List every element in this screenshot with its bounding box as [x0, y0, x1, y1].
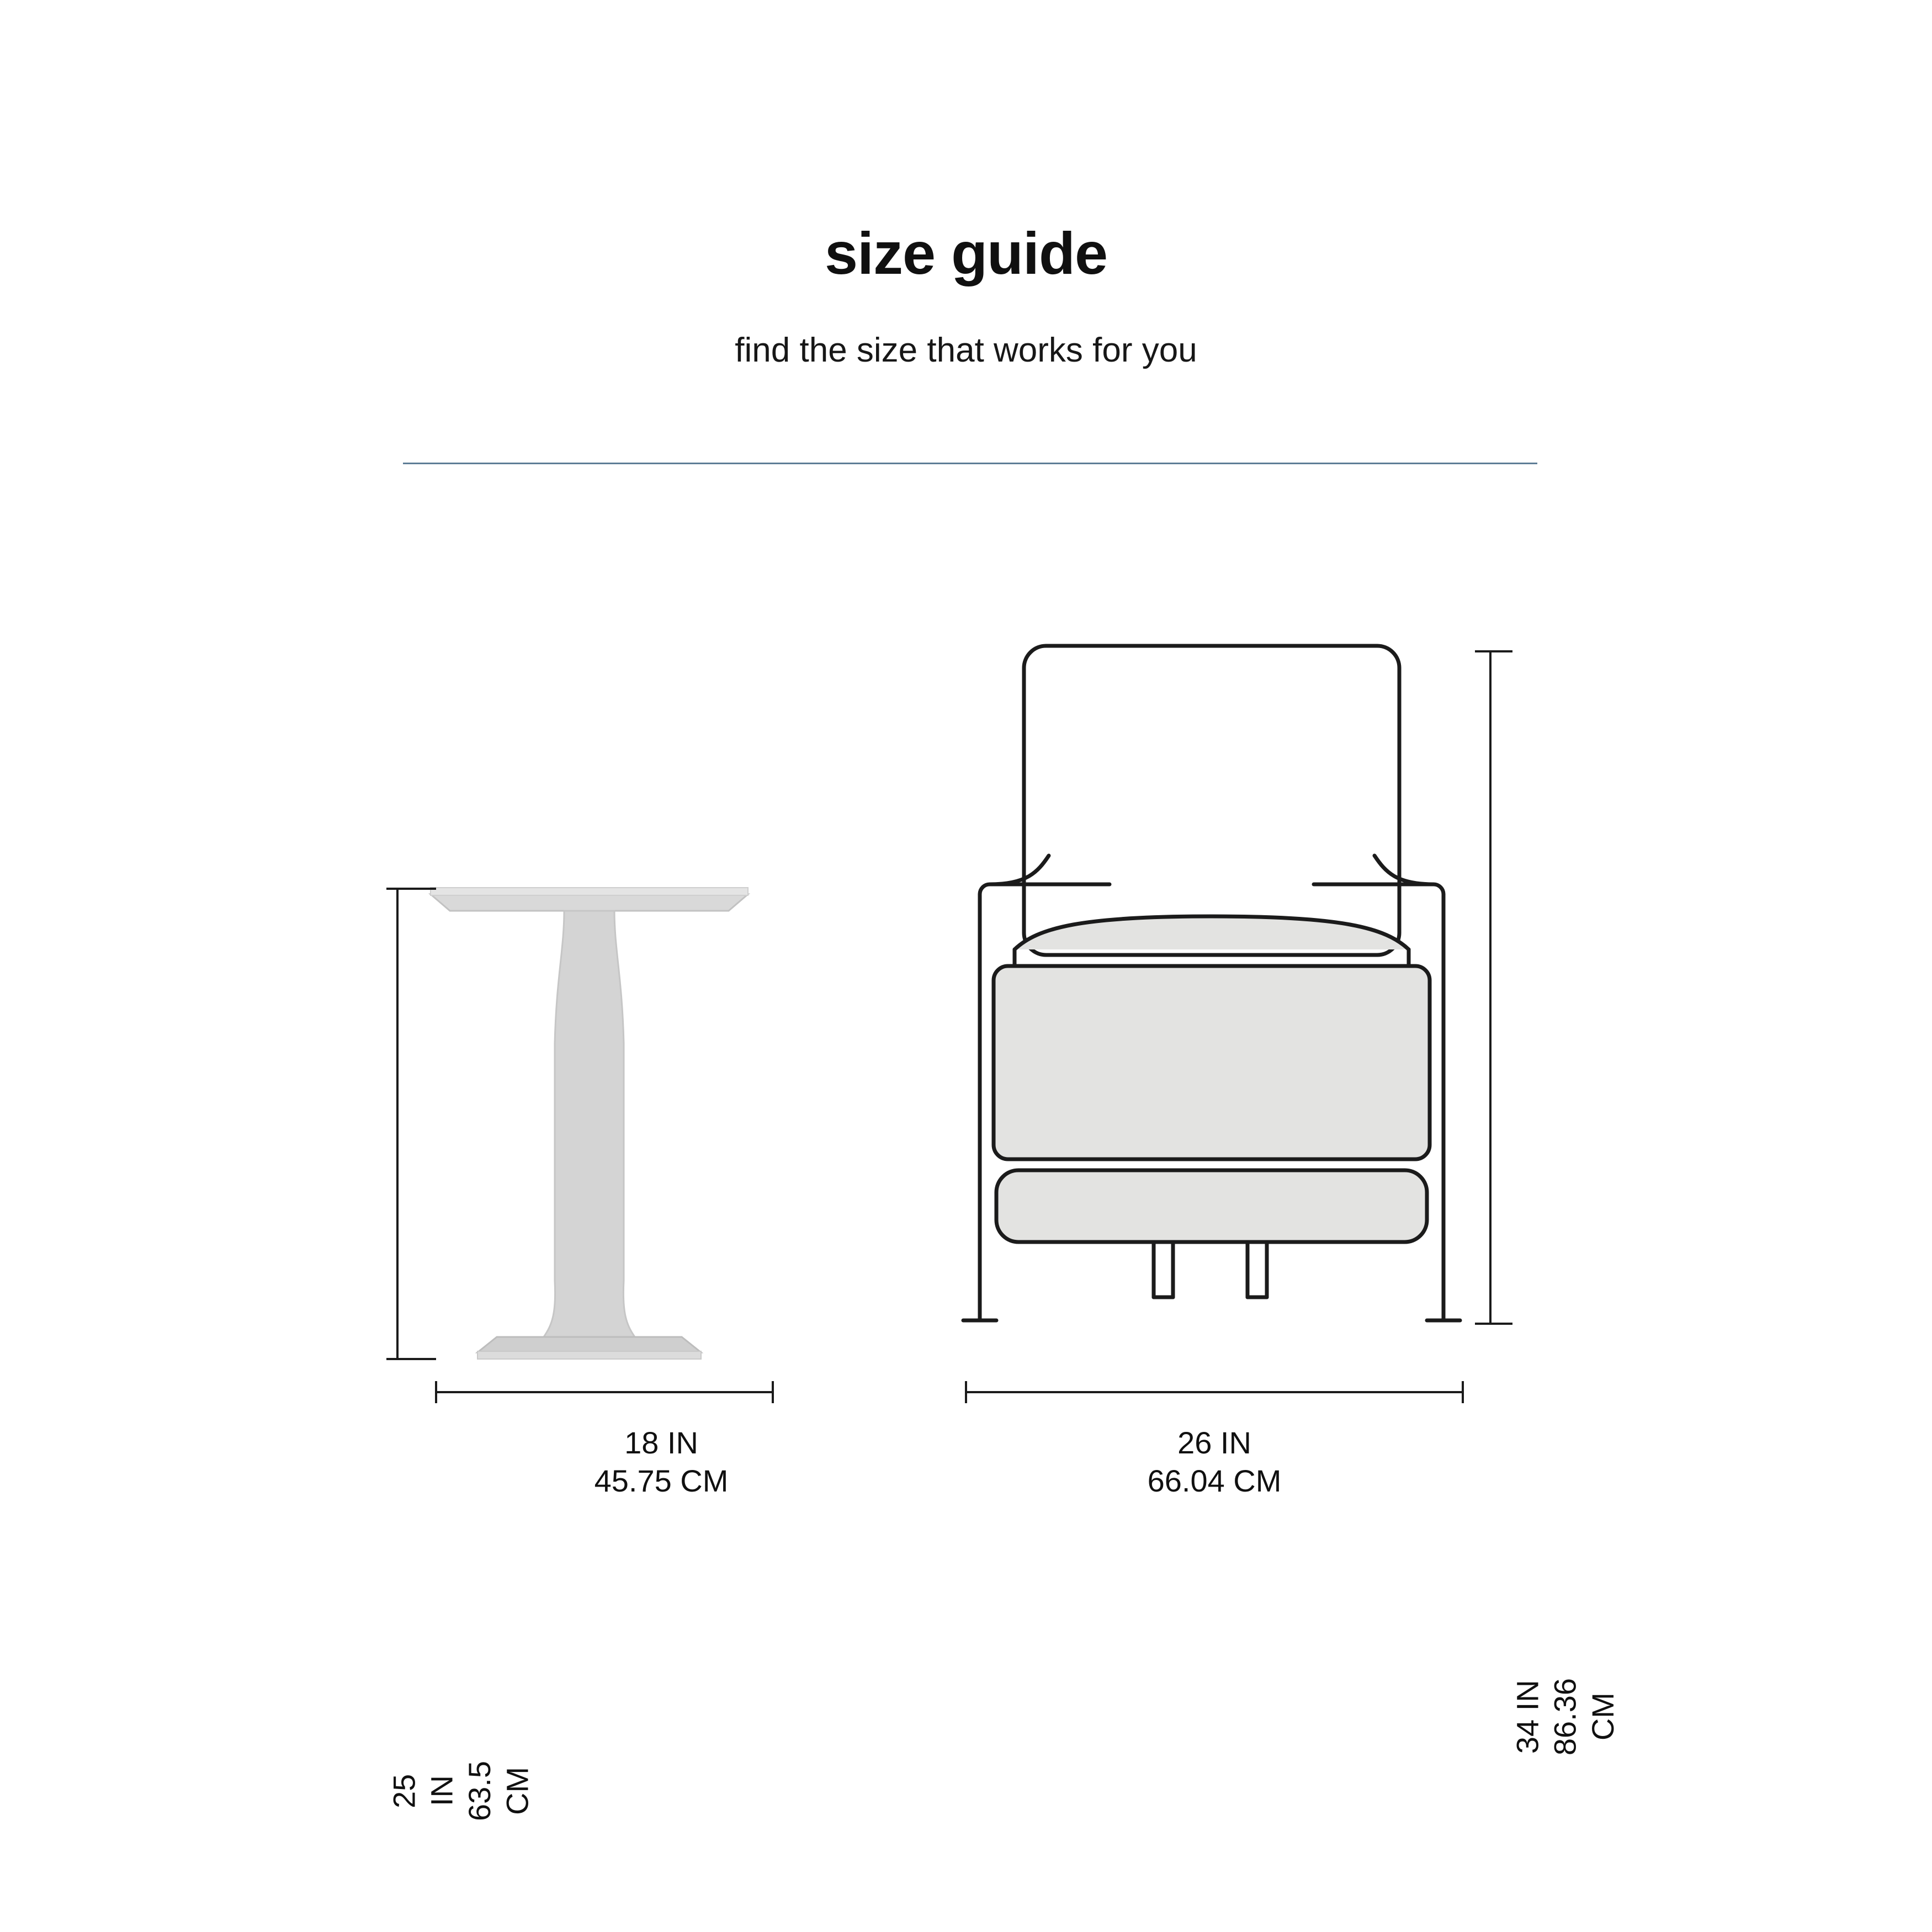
chair-height-cm: 86.36 CM	[1547, 1678, 1620, 1756]
page-title: size guide	[824, 220, 1108, 286]
chair-height-label	[1471, 1678, 1660, 1755]
armchair-illustration	[963, 646, 1460, 1320]
table-height-cm: 63.5 CM	[461, 1761, 535, 1821]
chair-width-inches: 26 IN	[1177, 1425, 1251, 1461]
table-height-label	[348, 1761, 574, 1821]
table-height-inches: 25 IN	[386, 1774, 459, 1808]
page-header	[0, 221, 1932, 370]
table-width-inches: 18 IN	[624, 1425, 698, 1461]
size-diagram-svg	[0, 690, 1932, 1518]
table-width-label	[490, 1387, 832, 1537]
chair-height-dimension	[1475, 651, 1512, 1324]
chair-height-inches: 34 IN	[1510, 1680, 1545, 1754]
size-diagram	[0, 690, 1932, 1821]
header-divider	[403, 463, 1537, 464]
page-subtitle: find the size that works for you	[735, 331, 1197, 369]
table-width-cm: 45.75 CM	[594, 1463, 729, 1498]
side-table-illustration	[431, 888, 748, 1359]
chair-width-label	[1043, 1387, 1386, 1537]
chair-width-cm: 66.04 CM	[1147, 1463, 1282, 1498]
table-height-dimension	[386, 889, 436, 1359]
